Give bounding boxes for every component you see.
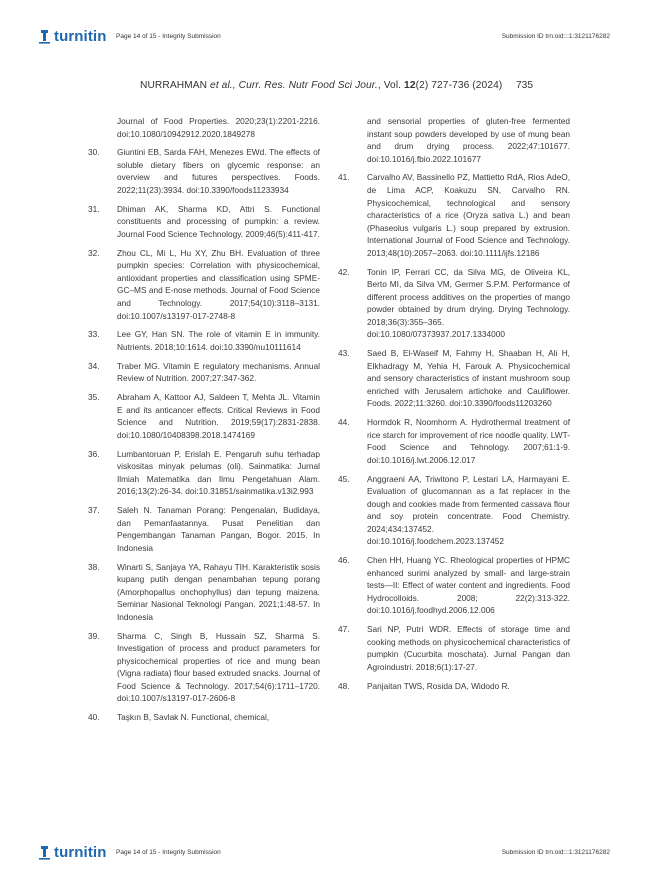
reference-number: 46. (338, 555, 350, 566)
reference-entry (88, 203, 320, 241)
reference-number: 45. (338, 473, 350, 484)
turnitin-logo (38, 844, 106, 861)
reference-number: 38. (88, 561, 100, 572)
reference-text: Lee GY, Han SN. The role of vitamin E in immunity. Nutrients. 2018;10:1614. doi:10.3390/nu10111614 (117, 329, 320, 352)
reference-text: Giuntini EB, Sarda FAH, Menezes EWd. The effects of soluble dietary fibers on glycemic response: an overview and futures perspectives. Foods. 2022;11(23):3934. doi:10.3390/foods11233934 (117, 147, 320, 196)
reference-text: Winarti S, Sanjaya YA, Rahayu TIH. Karakteristik sosis kupang putih dengan penambahan tepung porang (Amorphopallus onchophyllus) dan tepung maizena. Seminar Nasional Teknologi Pangan. 2021;1:48-57. In Indonesia (117, 561, 320, 622)
running-head-etal: et al., (207, 80, 239, 91)
reference-number: 30. (88, 147, 100, 158)
reference-number (88, 115, 117, 140)
reference-text: Taşkın B, Savlak N. Functional, chemical, (117, 712, 270, 723)
reference-entry (88, 561, 320, 624)
reference-number: 44. (338, 417, 350, 428)
reference-number: 34. (88, 360, 100, 371)
turnitin-logo-text: turnitin (54, 27, 107, 45)
reference-entry (338, 680, 570, 693)
reference-entry (338, 266, 570, 341)
reference-number: 36. (88, 448, 100, 459)
reference-number: 37. (88, 505, 100, 516)
reference-number: 40. (88, 712, 100, 723)
reference-entry (338, 473, 570, 548)
reference-entry (338, 554, 570, 617)
submission-id: Submission ID trn:oid:::1:3121176282 (501, 848, 610, 856)
running-head-volume: 12 (404, 80, 416, 91)
reference-entry (88, 504, 320, 554)
running-head (140, 80, 532, 91)
reference-entry (338, 115, 570, 165)
reference-entry (88, 115, 320, 140)
turnitin-bottom-bar (0, 836, 650, 868)
reference-entry (88, 328, 320, 353)
reference-entry (88, 247, 320, 322)
reference-text: and sensorial properties of gluten-free fermented instant soup powders developed by use of mung bean and drum drying process. 2022;47:101677. doi:10.1016/j.fbio.2022.101677 (367, 116, 570, 164)
reference-number: 33. (88, 329, 100, 340)
reference-text: Tonin IP, Ferrari CC, da Silva MG, de Oliveira KL, Berto MI, da Silva VM, Germer S.P.M. Performance of different process additives on the properties of mango powder obtained by drum drying. Drying Technology. 2018;36(3):355–365. doi:10.1080/07373937.2017.1334000 (367, 266, 570, 340)
submission-id: Submission ID trn:oid:::1:3121176282 (501, 32, 610, 40)
reference-number: 39. (88, 630, 100, 641)
reference-number: 32. (88, 247, 100, 258)
reference-number: 41. (338, 172, 350, 183)
reference-text: Journal of Food Properties. 2020;23(1):2201-2216. doi:10.1080/10942912.2020.1849278 (117, 116, 320, 139)
reference-text: Saleh N. Tanaman Porang: Pengenalan, Budidaya, dan Pemanfaatannya. Pusat Penelitian dan Pengembangan Tanaman Pangan, Bogor. 2015. In Indonesia (117, 505, 320, 553)
reference-text: Dhiman AK, Sharma KD, Attri S. Functional constituents and processing of pumpkin: a review. Journal Food Science Technology. 2009;46(5):411-417. (117, 203, 320, 239)
reference-text: Anggraeni AA, Triwitono P, Lestari LA, Harmayani E. Evaluation of glucomannan as a fat replacer in the dough and cookies made from fermented cassava flour and soy protein concentrate. Food Chemistry. 2024;434:137452. doi:10.1016/j.foodchem.2023.137452 (367, 473, 570, 547)
reference-entry (88, 448, 320, 498)
reference-text: Saed B, El-Waseif M, Fahmy H, Shaaban H, Ali H, Elkhadragy M, Yehia H, Farouk A. Physicochemical and sensory characteristics of instant mushroom soup enriched with Jerusalem artichoke and Cauliflower. Foods. 2022;11:3260. doi:10.3390/foods11203260 (367, 348, 570, 409)
reference-entry (88, 711, 320, 724)
turnitin-logo-text: turnitin (54, 843, 107, 861)
reference-entry (338, 347, 570, 410)
reference-entry (88, 146, 320, 196)
running-head-journal: Curr. Res. Nutr Food Sci Jour. (238, 80, 378, 91)
reference-text: Lumbantoruan P, Erislah E. Pengaruh suhu terhadap viskositas minyak pelumas (oli). Sainmatika: Jurnal Ilmiah Matematika dan Ilmu Pengetahuan Alam. 2016;13(2):26-34. doi:10.31851/sainmatika.v13i2.993 (117, 448, 320, 497)
turnitin-logo (38, 28, 106, 45)
reference-entry (338, 623, 570, 673)
reference-entry (338, 171, 570, 259)
reference-text: Sharma C, Singh B, Hussain SZ, Sharma S. Investigation of process and product parameters for physicochemical properties of rice and mung bean (Vigna radiata) flour based extruded snacks. Journal of Food Science & Technology. 2017;54(6):1711–1720. doi:10.1007/s13197-017-2606-8 (117, 630, 320, 704)
running-head-authors: NURRAHMAN (140, 80, 208, 91)
running-head-rest: (2) 727-736 (2024) (415, 80, 503, 91)
reference-number: 43. (338, 348, 350, 359)
references-right-column (338, 115, 570, 699)
reference-text: Chen HH, Huang YC. Rheological properties of HPMC enhanced surimi analyzed by small- and large-strain tests—II: Effect of water content and ingredients. Food Hydrocolloids. 2008; 22(2):313-322. doi:10.1016/j.foodhyd.2006.12.006 (367, 555, 570, 616)
turnitin-logo-icon (38, 845, 51, 860)
reference-number: 48. (338, 680, 350, 691)
reference-text: Carvalho AV, Bassinello PZ, Mattietto RdA, Rios AdeO, de Lima ACP, Koakuzu SN, Carvalho RN. Physicochemical, technological and sensory characteristics of a rice (Oryza sativa L.) and bean (Phaseolus vulgaris L.) soup prepared by extrusion. International Journal of Food Science and Technology. 2013;48(10):2057–2063. doi:10.1111/ijfs.12186 (367, 172, 570, 258)
running-head-vol-prefix: , Vol. (377, 80, 405, 91)
page-number: 735 (516, 80, 533, 91)
reference-entry (338, 416, 570, 466)
reference-number: 31. (88, 203, 100, 214)
reference-number (338, 115, 367, 165)
reference-text: Sari NP, Putri WDR. Effects of storage time and cooking methods on physicochemical characteristics of pumpkin (Cucurbita moschata). Jurnal Pangan dan Agroindustri. 2018;6(1):17-27. (367, 624, 570, 672)
reference-text: Zhou CL, Mi L, Hu XY, Zhu BH. Evaluation of three pumpkin species: Correlation with physicochemical, antioxidant properties and classification using SPME-GC–MS and E-nose methods. Journal of Food Science and Technology. 2017;54(10):3118–3131. doi:10.1007/s13197-017-2748-8 (117, 247, 320, 321)
page-info: Page 14 of 15 - Integrity Submission (116, 32, 221, 40)
reference-entry (88, 630, 320, 705)
page-info: Page 14 of 15 - Integrity Submission (116, 848, 221, 856)
reference-number: 47. (338, 624, 350, 635)
reference-text: Traber MG. Vitamin E regulatory mechanisms. Annual Review of Nutrition. 2007;27:347-362. (117, 360, 320, 384)
reference-entry (88, 391, 320, 441)
reference-number: 42. (338, 266, 350, 277)
turnitin-top-bar (0, 20, 650, 52)
reference-text: Hormdok R, Noomhorm A. Hydrothermal treatment of rice starch for improvement of rice noodle quality. LWT-Food Science and Tehnology. 2007;61:1-9. doi:10.1016/j.lwt.2006.12.017 (367, 417, 570, 465)
references-left-column (88, 115, 320, 730)
reference-text: Panjaitan TWS, Rosida DA, Widodo R. (367, 680, 510, 691)
reference-text: Abraham A, Kattoor AJ, Saldeen T, Mehta JL. Vitamin E and its anticancer effects. Critical Reviews in Food Science and Nutrition. 2019;59(17):2831-2838. doi:10.1080/10408398.2018.1474169 (117, 392, 320, 440)
turnitin-logo-icon (38, 29, 51, 44)
reference-number: 35. (88, 392, 100, 403)
reference-entry (88, 360, 320, 385)
